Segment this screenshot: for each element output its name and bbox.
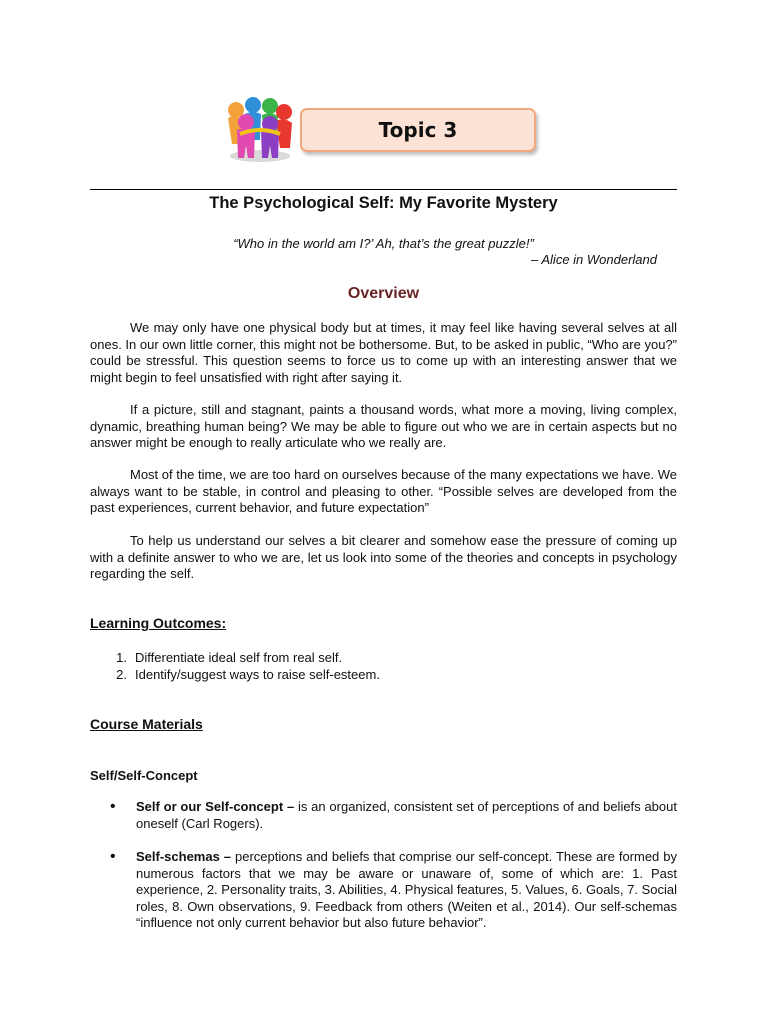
bullet-item [90,849,677,932]
epigraph-author: – Alice in Wonderland [531,252,657,267]
bullet-icon: • [110,798,116,815]
list-item-text: Differentiate ideal self from real self. [135,650,343,665]
bullet-term: Self-schemas – [136,849,232,864]
overview-paragraph: If a picture, still and stagnant, paints a thousand words, what more a moving, living complex, dynamic, breathing human being? We may be able to figure out who we are in certain aspects but no answer might be enough to really articulate who we really are. [90,402,677,450]
overview-paragraph: To help us understand our selves a bit clearer and somehow ease the pressure of coming up with a definite answer to who we are, let us look into some of the theories and concepts in psychology regarding the self. [90,533,677,581]
bullet-definition: is an organized, consistent set of perceptions of and beliefs about oneself (Carl Rogers). [136,799,677,831]
bullet-icon: • [110,848,116,865]
section-heading: Self/Self-Concept [90,768,198,783]
people-circle-logo-icon [220,96,300,164]
bullet-item [90,799,677,832]
learning-outcomes-list [90,650,677,683]
bullet-text [136,799,677,832]
topic-label: Topic 3 [300,108,536,152]
list-number: 1. [116,650,127,665]
document-title: The Psychological Self: My Favorite Mystery [209,194,558,212]
bullet-term: Self or our Self-concept – [136,799,295,814]
list-item [90,650,677,667]
list-item-text: Identify/suggest ways to raise self-esteem. [135,666,380,682]
epigraph-quote: “Who in the world am I?’ Ah, that’s the great puzzle!” [233,236,534,251]
overview-paragraph: We may only have one physical body but at times, it may feel like having several selves at all ones. In our own little corner, this might not be bothersome. But, to be asked in public, “Who are you?” could be stressful. This question seems to force us to come up with an interesting answer that we might begin to feel unsatisfied with right after saying it. [90,320,677,385]
overview-heading: Overview [347,285,420,302]
list-number: 2. [116,666,127,682]
overview-paragraph: Most of the time, we are too hard on ourselves because of the many expectations we have. We always want to be stable, in control and pleasing to other. “Possible selves are developed from the past experiences, current behavior, and future expectation” [90,467,677,515]
list-item [90,667,677,684]
learning-outcomes-heading: Learning Outcomes: [90,615,227,631]
title-divider [90,189,677,190]
bullet-definition: perceptions and beliefs that comprise our self-concept. These are formed by numerous factors that we may be aware or unaware of, some of which are: 1. Past experience, 2. Personality traits, 3. Abilities, 4. Physical features, 5. Values, 6. Goals, 7. Social roles, 8. Own observations, 9. Feedback from others (Weiten et al., 2014). Our self-schemas “influence not only current behavior but also future behavior”. [136,849,677,930]
bullet-text [136,849,677,932]
course-materials-heading: Course Materials [90,716,203,732]
